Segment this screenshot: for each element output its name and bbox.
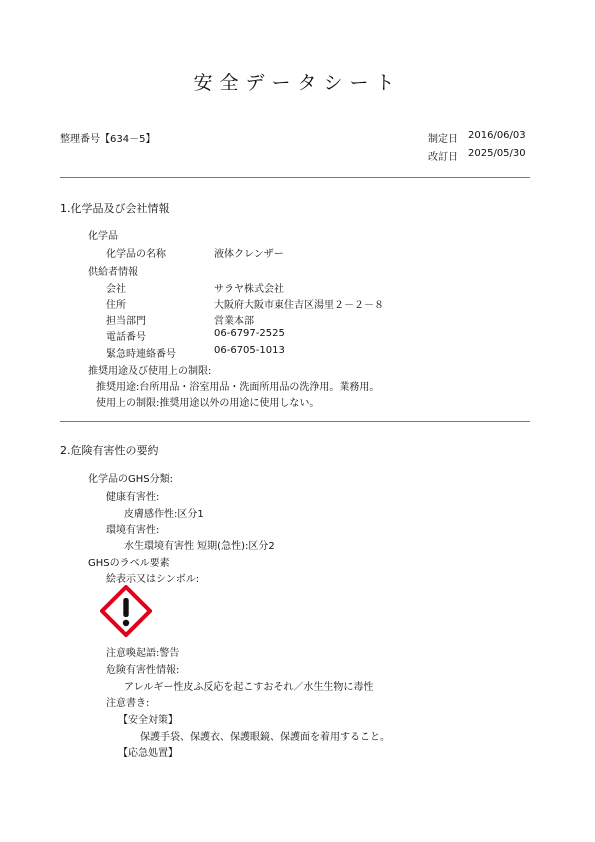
label-elements: GHSのラベル要素: [88, 558, 170, 569]
supplier-label: 供給者情報: [88, 267, 138, 278]
section1-heading: 1.化学品及び会社情報: [60, 202, 170, 215]
dept: 営業本部: [214, 316, 254, 327]
product-name-label: 化学品の名称: [106, 249, 166, 260]
divider: [60, 421, 530, 422]
env-hazard-label: 環境有害性:: [106, 525, 160, 536]
signal-word: 注意喚起語:警告: [106, 648, 180, 659]
created-label: 制定日: [428, 134, 458, 145]
address-label: 住所: [106, 300, 126, 311]
ghs-class-label: 化学品のGHS分類:: [88, 474, 173, 485]
aquatic-hazard: 水生環境有害性 短期(急性):区分2: [124, 541, 275, 552]
hazard-statement: アレルギー性皮ふ反応を起こすおそれ／水生生物に毒性: [124, 682, 374, 693]
emergency-number: 06-6705-1013: [214, 345, 285, 356]
safety-text: 保護手袋、保護衣、保護眼鏡、保護面を着用すること。: [140, 732, 390, 743]
safety-heading: 【安全対策】: [118, 715, 178, 726]
hazard-info-label: 危険有害性情報:: [106, 665, 180, 676]
revised-date: 2025/05/30: [468, 148, 526, 159]
address: 大阪府大阪市東住吉区湯里２－２－８: [214, 300, 384, 311]
product-name: 液体クレンザー: [214, 249, 284, 260]
skin-sensitization: 皮膚感作性:区分1: [124, 509, 204, 520]
divider: [60, 177, 530, 178]
emergency-label: 緊急時連絡番号: [106, 349, 176, 360]
pictogram-label: 絵表示又はシンボル:: [106, 574, 200, 585]
revised-label: 改訂日: [428, 152, 458, 163]
company-label: 会社: [106, 284, 126, 295]
dept-label: 担当部門: [106, 316, 146, 327]
use-line-2: 使用上の制限:推奨用途以外の用途に使用しない。: [96, 398, 320, 409]
first-aid-heading: 【応急処置】: [118, 748, 178, 759]
reference-number: 整理番号【634－5】: [60, 134, 156, 145]
section2-heading: 2.危険有害性の要約: [60, 444, 159, 457]
health-hazard-label: 健康有害性:: [106, 492, 160, 503]
chemical-label: 化学品: [88, 231, 118, 242]
use-heading: 推奨用途及び使用上の制限:: [88, 366, 212, 377]
phone-label: 電話番号: [106, 332, 146, 343]
exclamation-mark-icon: [100, 585, 152, 637]
created-date: 2016/06/03: [468, 130, 526, 141]
phone: 06-6797-2525: [214, 328, 285, 339]
company-name: サラヤ株式会社: [214, 284, 284, 295]
use-line-1: 推奨用途:台所用品・浴室用品・洗面所用品の洗浄用。業務用。: [96, 382, 380, 393]
precaution-label: 注意書き:: [106, 698, 150, 709]
page-title: 安全データシート: [193, 72, 402, 94]
